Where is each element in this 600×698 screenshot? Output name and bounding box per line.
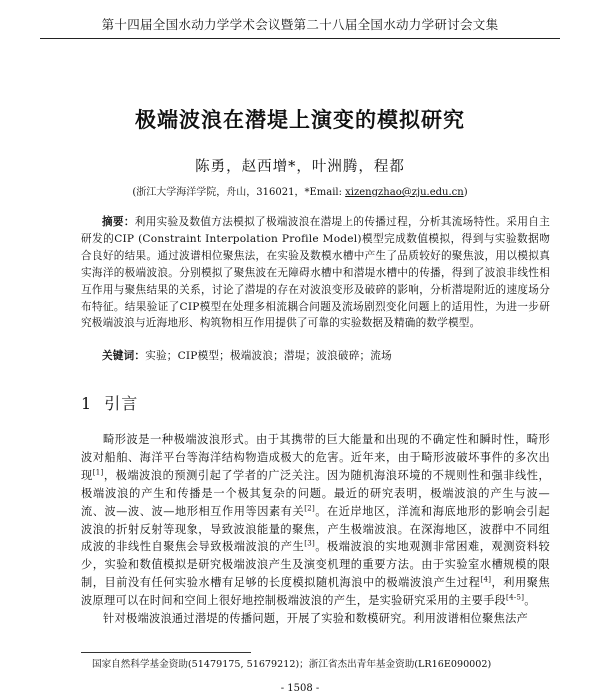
text-run: 。 (524, 594, 536, 608)
running-header: 第十四届全国水动力学学术会议暨第二十八届全国水动力学研讨会文集 (101, 17, 499, 32)
section-title: 引言 (104, 394, 139, 413)
citation[interactable]: [3] (304, 539, 316, 548)
citation[interactable]: [4-5] (506, 593, 525, 602)
footnote: 国家自然科学基金资助(51479175, 51679212)；浙江省杰出青年基金资助(LR16E090002) (92, 659, 492, 670)
keywords-label: 关键词： (102, 350, 146, 362)
text-run: 。在近岸地区，洋流和海底地形的影响会引起波浪的折射反射等现象，导致波浪能量的聚焦，产生极端波浪。在深海地区，波群中不同组成波的非线性自聚焦会导致极端波浪的产生 (81, 504, 550, 554)
paper-title: 极端波浪在潜堤上演变的模拟研究 (135, 108, 465, 132)
citation[interactable]: [1] (92, 468, 104, 477)
header-rule (40, 38, 560, 39)
paragraph (81, 431, 550, 610)
email-link[interactable]: xizengzhao@zju.edu.cn (345, 187, 464, 198)
footnote-rule (81, 652, 251, 653)
abstract-text: 利用实验及数值方法模拟了极端波浪在潜堤上的传播过程，分析其流场特性。采用自主研发的CIP (Constraint Interpolation Profile Model)模型完成数值模拟，得到与实验数据吻合良好的结果。通过波谱相位聚焦法，在实验及数模水槽中产生了品质较好的聚焦波，用以模拟真实海洋的极端波浪。分别模拟了聚焦波在无障碍水槽中和潜堤水槽中的传播，得到了波浪非线性相互作用与聚焦结果的关系，讨论了潜堤的存在对波浪变形及破碎的影响，分析潜堤附近的速度场分布特征。结果验证了CIP模型在处理多相流耦合问题及流场剧烈变化问题上的适用性，为进一步研究极端波浪与近海地形、构筑物相互作用提供了可靠的实验数据及精确的数学模型。 (81, 216, 550, 330)
citation[interactable]: [2] (304, 503, 316, 512)
author-list: 陈勇，赵西增*，叶洲腾，程都 (195, 159, 405, 175)
affiliation (40, 183, 560, 198)
text-run: ，利用聚焦波原理可以在时间和空间上很好地控制极端波浪的产生，是实验研究采用的主要手段 (81, 576, 550, 608)
abstract (81, 214, 550, 332)
paragraph: 针对极端波浪通过潜堤的传播问题，开展了实验和数模研究。利用波谱相位聚焦法产 (103, 612, 529, 626)
section-number: 1 (81, 394, 93, 413)
section-heading (81, 391, 138, 414)
affiliation-close: ) (463, 187, 468, 198)
body-text (81, 431, 550, 628)
text-run: 畸形波是一种极端波浪形式。由于其携带的巨大能量和出现的不确定性和瞬时性，畸形波对船舶、海洋平台等海洋结构物造成极大的危害。近年来，由于畸形波破坏事件的多次出现 (81, 433, 550, 482)
text-run: ，极端波浪的预测引起了学者的广泛关注。因为随机海浪环境的不规则性和强非线性，极端波浪的产生和传播是一个极其复杂的问题。最近的研究表明，极端波浪的产生与波—流、波—波、波—地形相互作用等因素有关 (81, 468, 550, 518)
text-run: 。极端波浪的实地观测非常困难，观测资料较少，实验和数值模拟是研究极端波浪产生及演变机理的重要方法。由于实验室水槽规模的限制，目前没有任何实验水槽有足够的长度模拟随机海浪中的极端波浪产生过程 (81, 540, 550, 590)
affiliation-text: (浙江大学海洋学院，舟山，316021，*Email: (132, 187, 346, 198)
abstract-label: 摘要： (102, 216, 135, 228)
keywords (102, 348, 550, 364)
keywords-text: 实验；CIP模型；极端波浪；潜堤；波浪破碎；流场 (145, 350, 392, 362)
page-number: - 1508 - (280, 683, 320, 694)
citation[interactable]: [4] (480, 575, 492, 584)
